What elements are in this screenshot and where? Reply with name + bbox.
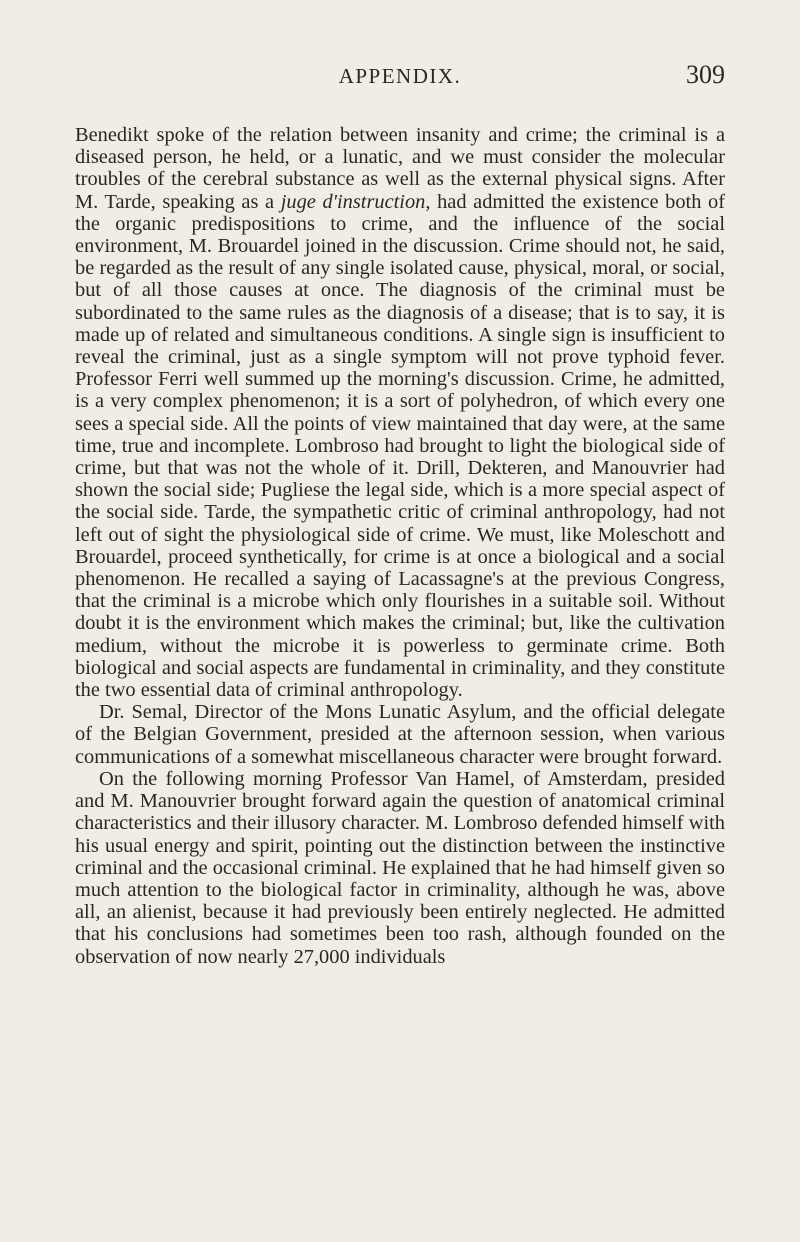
paragraph-2: Dr. Semal, Director of the Mons Lunatic Asylum, and the official delegate of the Belgian Government, presided at the afternoon session, when various communications of a somewhat miscellaneous character were brought forward. [75,701,725,768]
paragraph-1-text-a: Benedikt spoke of the relation between insanity and crime; the criminal is a diseased person, he held, or a lunatic, and we must consider the molecular troubles of the cerebral substance as well as the external physical signs. After M. Tarde, speaking as a [75,124,725,213]
paragraph-1 [75,124,725,701]
paragraph-3: On the following morning Professor Van Hamel, of Amsterdam, presided and M. Manouvrier brought forward again the question of anatomical criminal characteristics and their illusory character. M. Lombroso defended himself with his usual energy and spirit, pointing out the distinction between the instinctive criminal and the occasional criminal. He explained that he had himself given so much attention to the biological factor in criminality, although he was, above all, an alienist, because it had previously been entirely neglected. He admitted that his conclusions had sometimes been too rash, although founded on the observation of now nearly 27,000 individuals [75,767,725,968]
running-head: APPENDIX. [338,64,462,88]
paragraph-1-text-b: , had admitted the existence both of the organic predispositions to crime, and the influence of the social environment, M. Brouardel joined in the discussion. Crime should not, he said, be regarded as the result of any single isolated cause, physical, moral, or social, but of all those causes at once. The diagnosis of the criminal must be subordinated to the same rules as the diagnosis of a disease; that is to say, it is made up of related and simultaneous conditions. A single sign is insufficient to reveal the criminal, just as a single symptom will not prove typhoid fever. Professor Ferri well summed up the morning's discussion. Crime, he admitted, is a very complex phenomenon; it is a sort of polyhedron, of which every one sees a special side. All the points of view maintained that day were, at the same time, true and incomplete. Lombroso had brought to light the biological side of crime, but that was not the whole of it. Drill, Dekteren, and Manouvrier had shown the social side; Pugliese the legal side, which is a more special aspect of the social side. Tarde, the sympathetic critic of criminal anthropology, had not left out of sight the physiological side of crime. We must, like Moleschott and Brouardel, proceed synthetically, for crime is at once a biological and a social phenomenon. He recalled a saying of Lacassagne's at the previous Congress, that the criminal is a microbe which only flourishes in a suitable soil. Without doubt it is the environment which makes the criminal; but, like the cultivation medium, without the microbe it is powerless to germinate crime. Both biological and social aspects are fundamental in criminality, and they constitute the two essential data of criminal anthropology. [75,190,726,702]
page-number: 309 [686,60,725,89]
paragraph-1-italic-term: juge d'instruction [280,190,426,213]
body-text [75,124,725,968]
